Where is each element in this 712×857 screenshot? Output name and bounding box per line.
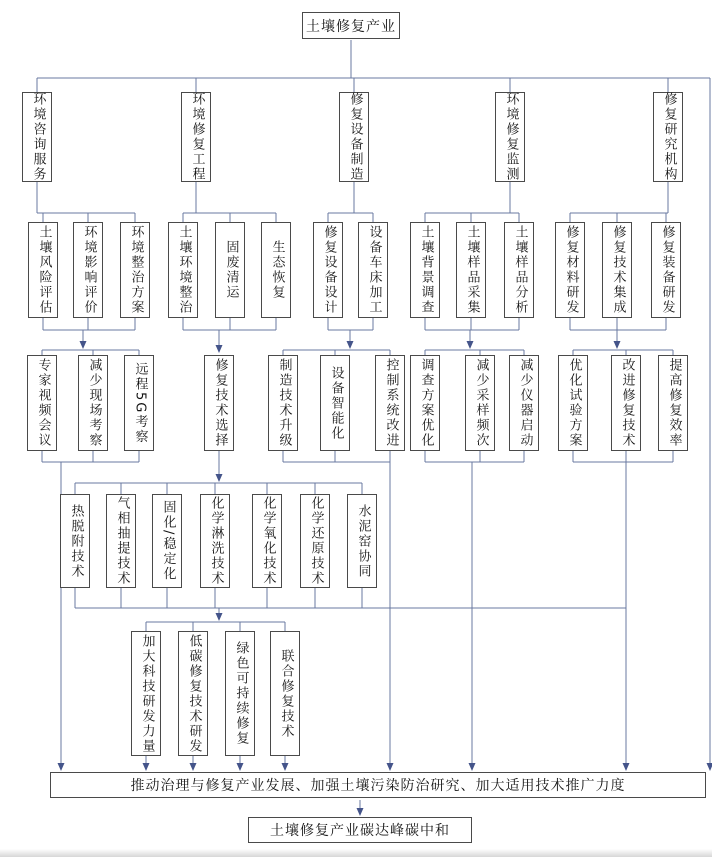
arrowhead-down-icon [216, 345, 223, 353]
node-label: 修复研究机构 [661, 92, 677, 182]
node-env-impact-assessment [73, 222, 103, 318]
node-env-remediation-plan [120, 222, 150, 318]
arrowhead-down-icon [143, 763, 150, 771]
arrowhead-down-icon [387, 763, 394, 771]
node-label: 减少仪器启动 [517, 358, 533, 448]
node-label: 土壤修复产业碳达峰碳中和 [270, 823, 450, 839]
node-label: 环境修复监测 [503, 92, 519, 182]
node-label: 土壤样品分析 [512, 225, 528, 315]
node-remediation-equipment-rnd [651, 222, 681, 318]
node-soil-sample-analysis [504, 222, 534, 318]
arrowhead-down-icon [347, 341, 354, 349]
node-ecological-restoration [261, 222, 291, 318]
node-label: 改进修复技术 [619, 358, 635, 448]
node-equipment-intelligentization [320, 355, 350, 451]
node-reduce-sampling-frequency [465, 355, 495, 451]
node-expert-video-conference [27, 355, 57, 451]
node-label: 水泥窑协同 [355, 503, 371, 579]
node-label: 化学氧化技术 [260, 496, 276, 586]
node-label: 减少采样频次 [473, 358, 489, 448]
node-label: 热脱附技术 [68, 503, 84, 579]
node-chemical-reduction-tech [300, 494, 330, 588]
node-optimize-test-plan [558, 355, 588, 451]
node-label: 固化/稳定化 [160, 500, 176, 582]
node-label: 专家视频会议 [35, 358, 51, 448]
node-label: 远程5G考察 [132, 361, 148, 445]
node-soil-sample-collection [456, 222, 486, 318]
node-label: 修复设备制造 [347, 92, 363, 182]
node-development-summary [50, 772, 706, 798]
arrowhead-down-icon [190, 763, 197, 771]
node-env-remediation-engineering [181, 92, 211, 182]
node-label: 减少现场考察 [86, 358, 102, 448]
node-chemical-oxidation-tech [252, 494, 282, 588]
arrowhead-down-icon [237, 763, 244, 771]
node-increase-remediation-efficiency [658, 355, 688, 451]
arrowhead-down-icon [623, 763, 630, 771]
arrowhead-down-icon [216, 613, 223, 621]
arrowhead-down-icon [467, 341, 474, 349]
node-equipment-lathe-processing [358, 222, 388, 318]
node-label: 化学还原技术 [308, 496, 324, 586]
node-label: 修复技术集成 [610, 225, 626, 315]
node-label: 低碳修复技术研发 [186, 633, 202, 754]
node-remote-5g-inspection [124, 355, 154, 451]
node-label: 土壤修复产业 [306, 18, 396, 35]
arrowhead-down-icon [469, 763, 476, 771]
node-remediation-research-institutions [653, 92, 683, 182]
node-env-consulting-services [22, 92, 52, 182]
node-label: 环境修复工程 [189, 92, 205, 182]
node-label: 修复技术选择 [212, 358, 228, 448]
node-remediation-tech-selection [204, 355, 234, 451]
node-soil-risk-assessment [28, 222, 58, 318]
node-label: 控制系统改进 [383, 358, 399, 448]
node-soil-env-remediation [168, 222, 198, 318]
arrowhead-down-icon [80, 341, 87, 349]
arrowhead-down-icon [216, 474, 223, 482]
node-green-sustainable-remediation [225, 631, 255, 756]
node-solid-waste-removal [215, 222, 245, 318]
node-env-remediation-monitoring [495, 92, 525, 182]
node-label: 环境影响评价 [81, 225, 97, 315]
node-reduce-instrument-startup [509, 355, 539, 451]
node-chemical-leaching-tech [200, 494, 230, 588]
node-label: 推动治理与修复产业发展、加强土壤污染防治研究、加大适用技术推广力度 [130, 778, 626, 794]
node-label: 设备车床加工 [366, 225, 382, 315]
node-remediation-material-rnd [555, 222, 585, 318]
node-label: 土壤风险评估 [36, 225, 52, 315]
node-label: 修复设备设计 [321, 225, 337, 315]
node-label: 设备智能化 [328, 365, 344, 441]
node-label: 修复材料研发 [563, 225, 579, 315]
node-improve-remediation-tech [611, 355, 641, 451]
node-label: 调查方案优化 [418, 358, 434, 448]
node-low-carbon-remediation-rnd [178, 631, 208, 756]
node-label: 制造技术升级 [276, 358, 292, 448]
node-soil-remediation-industry [302, 12, 400, 39]
node-label: 优化试验方案 [566, 358, 582, 448]
arrowhead-down-icon [357, 808, 364, 816]
node-label: 联合修复技术 [278, 648, 294, 739]
node-combined-remediation-tech [270, 631, 300, 756]
node-label: 加大科技研发力量 [139, 633, 155, 754]
arrowhead-down-icon [614, 341, 621, 349]
node-label: 土壤环境整治 [176, 225, 192, 315]
node-survey-plan-optimization [410, 355, 440, 451]
node-label: 绿色可持续修复 [233, 641, 249, 746]
node-vapor-extraction-tech [106, 494, 136, 588]
node-remediation-equipment-manufacturing [339, 92, 369, 182]
node-label: 化学淋洗技术 [208, 496, 224, 586]
node-control-system-improvement [375, 355, 405, 451]
node-label: 固废清运 [223, 240, 239, 300]
node-remediation-tech-integration [602, 222, 632, 318]
arrowhead-down-icon [58, 763, 65, 771]
node-label: 气相抽提技术 [114, 496, 130, 586]
node-cement-kiln-coprocessing [347, 494, 377, 588]
arrowhead-down-icon [282, 763, 289, 771]
arrowhead-down-icon [707, 763, 712, 771]
node-solidification-stabilization [152, 494, 182, 588]
node-label: 生态恢复 [269, 240, 285, 300]
node-label: 土壤背景调查 [418, 225, 434, 315]
node-remediation-equipment-design [313, 222, 343, 318]
node-label: 环境咨询服务 [30, 92, 46, 182]
node-reduce-site-visits [78, 355, 108, 451]
node-label: 环境整治方案 [128, 225, 144, 315]
node-soil-background-survey [410, 222, 440, 318]
node-manufacturing-tech-upgrade [268, 355, 298, 451]
node-carbon-neutrality-goal [248, 817, 472, 843]
node-thermal-desorption-tech [60, 494, 90, 588]
node-label: 修复装备研发 [659, 225, 675, 315]
node-label: 土壤样品采集 [464, 225, 480, 315]
node-increase-rnd-investment [131, 631, 161, 756]
node-label: 提高修复效率 [666, 358, 682, 448]
